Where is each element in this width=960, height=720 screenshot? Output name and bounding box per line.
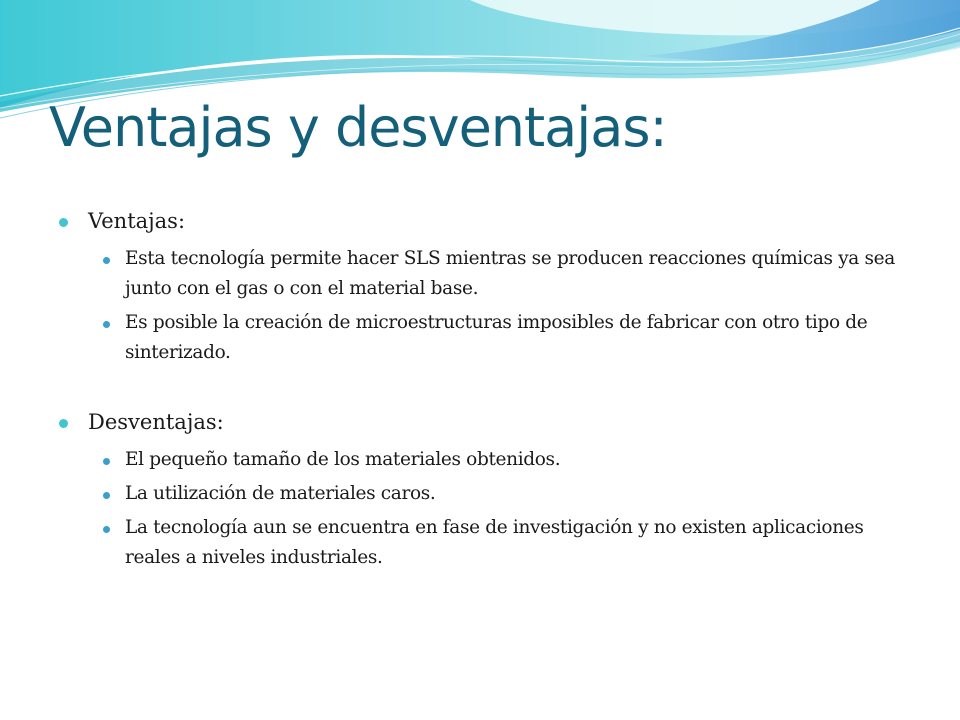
section-ventajas (58, 204, 908, 368)
bullet-dot-icon (59, 419, 68, 428)
bullet-text: La utilización de materiales caros. (125, 483, 436, 504)
level2-bullet-item (58, 308, 908, 368)
slide-body (58, 204, 908, 577)
level2-bullet-item (58, 445, 908, 475)
level1-bullet-item (58, 405, 908, 439)
level2-bullet-item (58, 479, 908, 509)
bullet-text: La tecnología aun se encuentra en fase de investigación y no existen aplicaciones reales a niveles industriales. (125, 517, 864, 568)
bullet-dot-icon (103, 526, 110, 533)
level2-bullet-item (58, 244, 908, 304)
bullet-dot-icon (103, 492, 110, 499)
bullet-dot-icon (103, 458, 110, 465)
bullet-text: Esta tecnología permite hacer SLS mientras se producen reacciones químicas ya sea junto con el gas o con el material base. (125, 248, 895, 299)
bullet-dot-icon (103, 257, 110, 264)
level1-bullet-item (58, 204, 908, 238)
bullet-text: El pequeño tamaño de los materiales obtenidos. (125, 449, 561, 470)
sub-bullet-list (58, 445, 908, 573)
slide-title: Ventajas y desventajas: (49, 96, 667, 159)
bullet-dot-icon (59, 218, 68, 227)
section-desventajas (58, 405, 908, 573)
section-heading: Desventajas: (88, 410, 224, 434)
section-heading: Ventajas: (88, 209, 186, 233)
bullet-text: Es posible la creación de microestructuras imposibles de fabricar con otro tipo de sinterizado. (125, 312, 868, 363)
bullet-dot-icon (103, 321, 110, 328)
sub-bullet-list (58, 244, 908, 368)
level2-bullet-item (58, 513, 908, 573)
